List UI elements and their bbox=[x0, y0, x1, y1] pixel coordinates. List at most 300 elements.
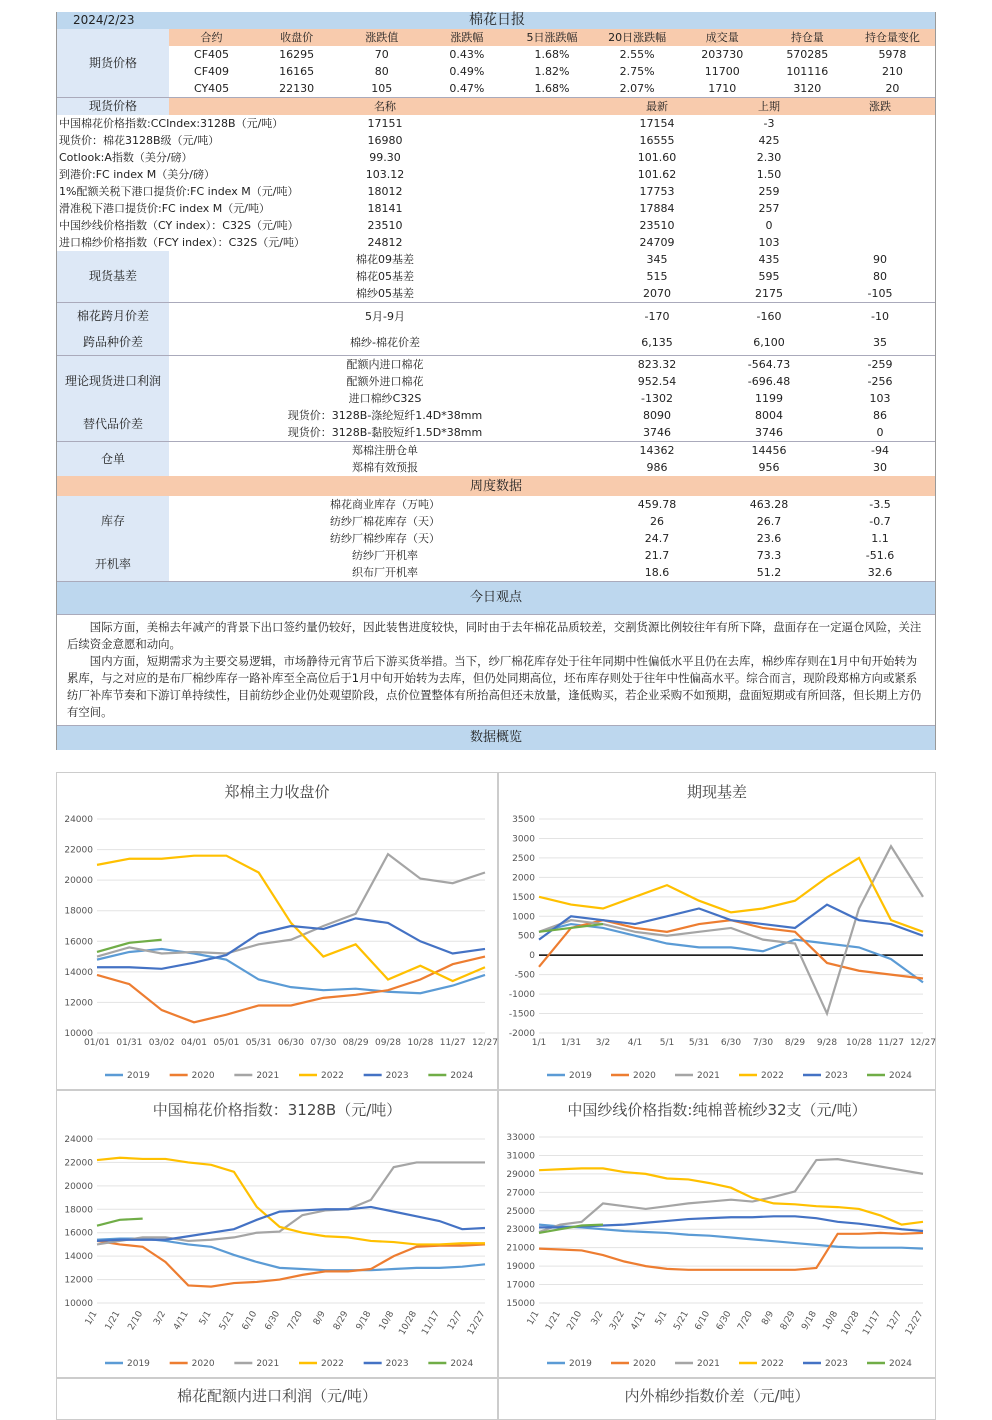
series-line-2019 bbox=[539, 1225, 923, 1249]
cell: 现货价：3128B-黏胶短纤1.5D*38mm bbox=[287, 426, 483, 439]
x-tick-label: 01/31 bbox=[116, 1038, 143, 1048]
cell: 棉花商业库存（万吨） bbox=[330, 498, 440, 511]
x-tick-label: 01/01 bbox=[84, 1038, 110, 1048]
x-tick-label: 11/27 bbox=[439, 1038, 466, 1048]
chart-title: 郑棉主力收盘价 bbox=[224, 783, 330, 801]
report-table-area bbox=[56, 12, 936, 750]
col-contract: 合约 bbox=[200, 31, 223, 44]
x-tick-label: 6/30 bbox=[714, 1309, 734, 1333]
legend-label: 2023 bbox=[825, 1359, 848, 1369]
series-line-2024 bbox=[97, 1219, 143, 1226]
series-line-2022 bbox=[97, 856, 485, 981]
cell: 18012 bbox=[367, 185, 403, 198]
cell: 棉花05基差 bbox=[356, 270, 414, 283]
y-tick-label: 24000 bbox=[64, 815, 93, 825]
y-tick-label: 24000 bbox=[64, 1135, 93, 1145]
y-tick-label: 1000 bbox=[512, 912, 535, 923]
legend-label: 2020 bbox=[633, 1359, 656, 1369]
warehouse-label: 仓单 bbox=[57, 442, 169, 477]
col-open-interest: 持仓量 bbox=[790, 31, 824, 44]
cell: 3746 bbox=[755, 426, 783, 439]
x-tick-label: 3/2 bbox=[595, 1038, 611, 1048]
cell: 101.62 bbox=[637, 168, 677, 181]
chart-title: 棉花配额内进口利润（元/吨） bbox=[176, 1387, 378, 1405]
cell: 5月-9月 bbox=[169, 303, 601, 330]
y-tick-label: 20000 bbox=[64, 1181, 93, 1192]
y-tick-label: 500 bbox=[517, 931, 535, 942]
table-row bbox=[57, 80, 935, 97]
x-tick-label: 7/20 bbox=[736, 1309, 755, 1333]
table-row bbox=[57, 459, 935, 476]
cell: 织布厂开机率 bbox=[352, 566, 418, 579]
series-line-2021 bbox=[539, 1159, 923, 1232]
cell: CF405 bbox=[194, 48, 230, 61]
x-tick-label: 5/31 bbox=[688, 1038, 710, 1048]
x-tick-label: 11/27 bbox=[878, 1038, 904, 1048]
cell: CF409 bbox=[194, 65, 230, 78]
x-tick-label: 6/10 bbox=[693, 1309, 713, 1333]
table-row bbox=[57, 442, 935, 460]
y-tick-label: 10000 bbox=[64, 1029, 93, 1039]
chart-svg bbox=[57, 1091, 497, 1377]
x-tick-label: 4/1 bbox=[627, 1038, 643, 1048]
cell: 8090 bbox=[643, 409, 671, 422]
weekly-title: 周度数据 bbox=[469, 478, 522, 494]
x-tick-label: 1/1 bbox=[83, 1309, 100, 1328]
x-tick-label: 08/29 bbox=[342, 1038, 369, 1048]
cell: 棉花09基差 bbox=[356, 253, 414, 266]
cell: 16555 bbox=[639, 134, 675, 147]
y-tick-label: 27000 bbox=[506, 1188, 535, 1199]
cell: -259 bbox=[825, 356, 935, 374]
cell: -3.5 bbox=[869, 498, 891, 511]
cell: 30 bbox=[873, 461, 887, 474]
col-latest: 最新 bbox=[646, 100, 668, 113]
cell: 14362 bbox=[601, 442, 713, 460]
y-tick-label: 31000 bbox=[506, 1151, 535, 1162]
cell: 配额外进口棉花 bbox=[346, 375, 424, 388]
spot-label: 现货价格 bbox=[57, 98, 169, 116]
cell: 99.30 bbox=[369, 151, 401, 164]
cell: 24709 bbox=[639, 236, 675, 249]
cell: 17753 bbox=[639, 185, 675, 198]
chart-title: 期现基差 bbox=[686, 783, 747, 801]
legend-label: 2019 bbox=[127, 1071, 150, 1081]
cell: 2.30 bbox=[756, 151, 782, 164]
cell: 203730 bbox=[701, 48, 744, 61]
x-tick-label: 5/21 bbox=[217, 1309, 237, 1333]
series-line-2019 bbox=[97, 949, 485, 993]
cell: 103.12 bbox=[365, 168, 405, 181]
cell: 到港价:FC index M（美分/磅） bbox=[59, 168, 215, 181]
y-tick-label: 22000 bbox=[64, 845, 93, 856]
opinion-paragraph-1: 国际方面，美棉去年减产的背景下出口签约量仍较好，因此装售进度较快，同时由于去年棉花品质较差，交割货源比例较往年有所下降，盘面存在一定逼仓风险，关注后续资金意愿和动向。 bbox=[67, 620, 922, 651]
legend-label: 2022 bbox=[761, 1071, 784, 1081]
cell: 郑棉注册仓单 bbox=[169, 442, 601, 460]
series-line-2020 bbox=[97, 957, 485, 1023]
cell: 103 bbox=[869, 392, 891, 405]
x-tick-label: 3/2 bbox=[589, 1309, 606, 1328]
col-previous: 上期 bbox=[758, 100, 780, 113]
cell: 1199 bbox=[755, 392, 783, 405]
cell: 17151 bbox=[367, 117, 403, 130]
chart-title: 中国纱线价格指数:纯棉普梳纱32支（元/吨） bbox=[567, 1101, 867, 1119]
y-tick-label: 18000 bbox=[64, 906, 93, 917]
x-tick-label: 10/28 bbox=[397, 1309, 420, 1337]
x-tick-label: 11/17 bbox=[861, 1309, 883, 1337]
month-spread-label: 棉花跨月价差 bbox=[57, 303, 169, 330]
cell: 595 bbox=[758, 270, 780, 283]
cell: 986 bbox=[646, 461, 668, 474]
rate-label: 开机率 bbox=[57, 547, 169, 581]
legend-label: 2022 bbox=[321, 1359, 344, 1369]
cell: 0.43% bbox=[449, 48, 485, 61]
x-tick-label: 10/28 bbox=[407, 1038, 434, 1048]
cell: 中国棉花价格指数:CCIndex:3128B（元/吨） bbox=[59, 117, 284, 130]
cell: 16980 bbox=[367, 134, 403, 147]
cell: 26.7 bbox=[756, 515, 782, 528]
substitute-label: 替代品价差 bbox=[57, 407, 169, 442]
x-tick-label: 1/21 bbox=[103, 1309, 123, 1333]
chart-cc-index bbox=[56, 1090, 498, 1378]
y-tick-label: -1500 bbox=[508, 1009, 535, 1020]
cell: 425 bbox=[758, 134, 780, 147]
y-tick-label: -500 bbox=[514, 970, 535, 981]
x-tick-label: 6/10 bbox=[240, 1309, 260, 1333]
x-tick-label: 9/18 bbox=[800, 1309, 819, 1333]
legend-label: 2021 bbox=[697, 1359, 720, 1369]
x-tick-label: 5/21 bbox=[672, 1309, 691, 1333]
y-tick-label: 21000 bbox=[506, 1243, 535, 1254]
col-volume: 成交量 bbox=[705, 31, 739, 44]
cell: 3746 bbox=[643, 426, 671, 439]
x-tick-label: 12/27 bbox=[465, 1309, 488, 1337]
legend-label: 2020 bbox=[191, 1359, 215, 1369]
y-tick-label: 16000 bbox=[64, 1228, 93, 1239]
cell: 现货价：3128B-涤纶短纤1.4D*38mm bbox=[287, 409, 483, 422]
cell: 26 bbox=[650, 515, 664, 528]
y-tick-label: 20000 bbox=[64, 876, 93, 887]
legend-label: 2019 bbox=[569, 1071, 592, 1081]
x-tick-label: 12/7 bbox=[885, 1309, 905, 1333]
y-tick-label: 12000 bbox=[64, 1275, 93, 1286]
cell: 32.6 bbox=[867, 566, 893, 579]
cell: 51.2 bbox=[756, 566, 782, 579]
cell: 5978 bbox=[878, 48, 907, 61]
cell: 105 bbox=[371, 82, 393, 95]
y-tick-label: 14000 bbox=[64, 1252, 93, 1263]
chart-zce-close bbox=[56, 772, 498, 1090]
series-line-2019 bbox=[539, 924, 923, 982]
x-tick-label: 07/30 bbox=[310, 1038, 337, 1048]
x-tick-label: 5/1 bbox=[653, 1309, 670, 1328]
x-tick-label: 3/2 bbox=[152, 1309, 169, 1328]
x-tick-label: 05/01 bbox=[213, 1038, 240, 1048]
table-row bbox=[57, 234, 935, 251]
x-tick-label: 3/22 bbox=[608, 1309, 627, 1333]
cell: 90 bbox=[873, 253, 887, 266]
table-row bbox=[57, 356, 935, 374]
cell: 80 bbox=[374, 65, 389, 78]
series-line-2022 bbox=[97, 1158, 485, 1245]
y-tick-label: 3500 bbox=[512, 815, 535, 825]
y-tick-label: 0 bbox=[529, 951, 535, 962]
x-tick-label: 8/9 bbox=[760, 1309, 777, 1328]
cell: -51.6 bbox=[865, 549, 895, 562]
cell: -94 bbox=[825, 442, 935, 460]
cell: 16165 bbox=[279, 65, 315, 78]
legend-label: 2023 bbox=[385, 1359, 409, 1369]
cell: 1.68% bbox=[534, 48, 570, 61]
opinion-paragraph-2: 国内方面，短期需求为主要交易逻辑，市场静待元宵节后下游买货举措。当下，纱厂棉花库存处于往年同期中性偏低水平且仍在去库，棉纱库存则在1月中旬开始转为累库，与之对应的是布厂棉纱库存一路补库至全高位后于1月中旬开始转为去库，但仍处同期高位，坯布库存则处于往年中性偏高水平。综合而言，现阶段郑棉方向或紧系纺厂补库节奏和下游订单持续性，目前纺纱企业仍处观望阶段，点价位置整体有所抬高但还未放量，逢低购买，若企业采购不如预期，盘面短期或有所回落，但长期上方仍有空间。 bbox=[67, 654, 922, 719]
x-tick-label: 1/21 bbox=[544, 1309, 563, 1333]
cell: 现货价：棉花3128B级（元/吨） bbox=[59, 134, 220, 147]
cell: 23.6 bbox=[756, 532, 782, 545]
x-tick-label: 09/28 bbox=[375, 1038, 401, 1048]
table-row bbox=[57, 424, 935, 442]
cell: 进口棉纱C32S bbox=[348, 392, 422, 405]
y-tick-label: 15000 bbox=[506, 1299, 535, 1309]
cell: 6,135 bbox=[641, 335, 673, 349]
legend-label: 2023 bbox=[825, 1071, 848, 1081]
cell: 进口棉纱价格指数（FCY index）：C32S（元/吨） bbox=[59, 236, 305, 249]
col-20d-pct: 20日涨跌幅 bbox=[608, 31, 667, 44]
chart-svg bbox=[499, 1091, 935, 1377]
x-tick-label: 1/1 bbox=[525, 1309, 542, 1328]
x-tick-label: 12/27 bbox=[472, 1038, 498, 1048]
x-tick-label: 2/10 bbox=[126, 1309, 146, 1333]
table-row bbox=[57, 115, 935, 132]
cell: 823.32 bbox=[601, 356, 713, 374]
cell: -1302 bbox=[641, 392, 673, 405]
x-tick-label: 6/30 bbox=[263, 1309, 283, 1333]
cross-spread-label: 跨品种价差 bbox=[57, 329, 169, 356]
legend-label: 2020 bbox=[633, 1071, 656, 1081]
cell: -696.48 bbox=[747, 375, 791, 388]
cell: CY405 bbox=[193, 82, 230, 95]
chart-title: 中国棉花价格指数：3128B（元/吨） bbox=[152, 1101, 402, 1119]
col-oi-change: 持仓量变化 bbox=[864, 31, 920, 44]
table-row bbox=[57, 496, 935, 513]
cell: 0 bbox=[876, 426, 884, 439]
y-tick-label: 2000 bbox=[512, 873, 535, 884]
table-row bbox=[57, 513, 935, 530]
futures-label: 期货价格 bbox=[57, 29, 169, 97]
y-tick-label: -1000 bbox=[508, 990, 535, 1001]
cell: 103 bbox=[758, 236, 780, 249]
cell: 210 bbox=[881, 65, 903, 78]
y-tick-label: 29000 bbox=[506, 1169, 535, 1180]
report-date: 2024/2/23 bbox=[73, 13, 135, 27]
legend-label: 2023 bbox=[385, 1071, 409, 1081]
cell: 纺纱厂开机率 bbox=[352, 549, 418, 562]
cell: 棉纱-棉花价差 bbox=[350, 335, 420, 349]
cell: 435 bbox=[758, 253, 780, 266]
col-5d-pct: 5日涨跌幅 bbox=[526, 31, 578, 44]
cell: 570285 bbox=[786, 48, 829, 61]
table-row bbox=[57, 303, 935, 330]
series-line-2021 bbox=[97, 1162, 485, 1244]
legend-label: 2021 bbox=[256, 1071, 280, 1081]
cell: 17154 bbox=[639, 117, 675, 130]
x-tick-label: 1/1 bbox=[531, 1038, 547, 1048]
cell: -10 bbox=[825, 303, 935, 330]
opinion-body bbox=[57, 614, 935, 726]
table-row bbox=[57, 251, 935, 268]
cell: 24.7 bbox=[644, 532, 670, 545]
cell: 2.75% bbox=[619, 65, 655, 78]
chart-svg bbox=[499, 773, 935, 1089]
cell: 23510 bbox=[367, 219, 403, 232]
chart-svg bbox=[57, 773, 497, 1089]
cell: -256 bbox=[867, 375, 893, 388]
cell: 16295 bbox=[279, 48, 315, 61]
weekly-title-row bbox=[57, 476, 935, 496]
cell: 2.07% bbox=[619, 82, 655, 95]
x-tick-label: 06/30 bbox=[278, 1038, 304, 1048]
legend-label: 2024 bbox=[450, 1359, 474, 1369]
cell: 459.78 bbox=[637, 498, 677, 511]
cell: 73.3 bbox=[756, 549, 782, 562]
stock-label: 库存 bbox=[57, 496, 169, 547]
chart-title: 内外棉纱指数价差（元/吨） bbox=[624, 1387, 810, 1405]
legend-label: 2020 bbox=[191, 1071, 215, 1081]
y-tick-label: 22000 bbox=[64, 1158, 93, 1169]
table-row bbox=[57, 46, 935, 63]
cell: 2175 bbox=[755, 287, 783, 300]
cell: Cotlook:A指数（美分/磅） bbox=[59, 151, 193, 164]
cell: 1%配额关税下港口提货价:FC index M（元/吨） bbox=[59, 185, 299, 198]
x-tick-label: 8/9 bbox=[311, 1309, 328, 1328]
cell: -3 bbox=[763, 117, 775, 130]
y-tick-label: 1500 bbox=[512, 892, 535, 903]
cell: 1.82% bbox=[534, 65, 570, 78]
cell: 257 bbox=[758, 202, 780, 215]
y-tick-label: 12000 bbox=[64, 998, 93, 1009]
cell: 101.60 bbox=[637, 151, 677, 164]
y-tick-label: 16000 bbox=[64, 937, 93, 948]
legend-label: 2022 bbox=[321, 1071, 344, 1081]
cell: 0.49% bbox=[449, 65, 485, 78]
table-row bbox=[57, 373, 935, 390]
table-row bbox=[57, 63, 935, 80]
x-tick-label: 9/28 bbox=[816, 1038, 838, 1048]
table-row bbox=[57, 390, 935, 407]
cell: 中国纱线价格指数（CY index）：C32S（元/吨） bbox=[59, 219, 299, 232]
basis-label: 现货基差 bbox=[57, 251, 169, 303]
cell: -564.73 bbox=[713, 356, 825, 374]
y-tick-label: 19000 bbox=[506, 1262, 535, 1273]
cell: 22130 bbox=[279, 82, 315, 95]
cell: 3120 bbox=[793, 82, 822, 95]
x-tick-label: 04/01 bbox=[181, 1038, 207, 1048]
x-tick-label: 05/31 bbox=[245, 1038, 272, 1048]
x-tick-label: 11/17 bbox=[420, 1309, 442, 1337]
y-tick-label: 2500 bbox=[512, 853, 535, 864]
x-tick-label: 7/30 bbox=[752, 1038, 774, 1048]
col-change: 涨跌值 bbox=[365, 31, 399, 44]
cell: 259 bbox=[758, 185, 780, 198]
cell: 2.55% bbox=[619, 48, 655, 61]
table-row bbox=[57, 132, 935, 149]
x-tick-label: 4/11 bbox=[629, 1309, 649, 1333]
x-tick-label: 10/28 bbox=[846, 1038, 872, 1048]
table-row bbox=[57, 166, 935, 183]
chart-cy-index bbox=[498, 1090, 936, 1378]
cell: 棉纱05基差 bbox=[356, 287, 414, 300]
table-row bbox=[57, 268, 935, 285]
report-title: 棉花日报 bbox=[469, 12, 525, 28]
cell: 463.28 bbox=[749, 498, 789, 511]
import-profit-label: 理论现货进口利润 bbox=[57, 356, 169, 408]
cell: 2070 bbox=[643, 287, 671, 300]
x-tick-label: 10/28 bbox=[839, 1309, 862, 1337]
cell: 80 bbox=[873, 270, 887, 283]
cell: 郑棉有效预报 bbox=[352, 461, 418, 474]
x-tick-label: 10/8 bbox=[377, 1309, 397, 1333]
cell: 0.47% bbox=[449, 82, 485, 95]
x-tick-label: 8/29 bbox=[778, 1309, 798, 1333]
y-tick-label: 3000 bbox=[512, 834, 535, 845]
cell: 86 bbox=[873, 409, 887, 422]
opinion-title: 今日观点 bbox=[57, 581, 935, 614]
chart-import-profit bbox=[56, 1378, 498, 1420]
y-tick-label: 23000 bbox=[506, 1225, 535, 1236]
col-change-pct: 涨跌幅 bbox=[450, 31, 484, 44]
x-tick-label: 6/30 bbox=[720, 1038, 742, 1048]
col-name: 名称 bbox=[374, 100, 396, 113]
cell: 配额内进口棉花 bbox=[169, 356, 601, 374]
cell: -170 bbox=[601, 303, 713, 330]
table-row bbox=[57, 217, 935, 234]
cell: 1.1 bbox=[871, 532, 889, 545]
table-row bbox=[57, 407, 935, 424]
overview-title: 数据概览 bbox=[57, 726, 935, 750]
legend-label: 2021 bbox=[256, 1359, 280, 1369]
x-tick-label: 2/10 bbox=[565, 1309, 585, 1333]
table-row bbox=[57, 285, 935, 303]
cell: 345 bbox=[646, 253, 668, 266]
cell: 24812 bbox=[367, 236, 403, 249]
cell: 11700 bbox=[704, 65, 740, 78]
table-row bbox=[57, 564, 935, 581]
x-tick-label: 1/31 bbox=[560, 1038, 582, 1048]
table-row bbox=[57, 329, 935, 356]
x-tick-label: 12/27 bbox=[910, 1038, 936, 1048]
x-tick-label: 10/8 bbox=[821, 1309, 841, 1333]
table-row bbox=[57, 530, 935, 547]
x-tick-label: 12/7 bbox=[446, 1309, 465, 1333]
series-line-2023 bbox=[97, 918, 485, 968]
futures-table bbox=[57, 12, 935, 97]
legend-label: 2024 bbox=[889, 1359, 912, 1369]
x-tick-label: 12/27 bbox=[903, 1309, 926, 1337]
y-tick-label: 18000 bbox=[64, 1205, 93, 1216]
cell: 17884 bbox=[639, 202, 675, 215]
col-close: 收盘价 bbox=[280, 31, 314, 44]
y-tick-label: 25000 bbox=[506, 1206, 535, 1217]
legend-label: 2022 bbox=[761, 1359, 784, 1369]
cell: -105 bbox=[867, 287, 893, 300]
cell: 8004 bbox=[755, 409, 783, 422]
cell: 1710 bbox=[708, 82, 737, 95]
cell: 6,100 bbox=[753, 335, 785, 349]
cell: 纺纱厂棉花库存（天） bbox=[330, 515, 440, 528]
cell: 21.7 bbox=[644, 549, 670, 562]
x-tick-label: 7/20 bbox=[286, 1309, 306, 1333]
cell: 70 bbox=[374, 48, 389, 61]
x-tick-label: 5/1 bbox=[659, 1038, 675, 1048]
